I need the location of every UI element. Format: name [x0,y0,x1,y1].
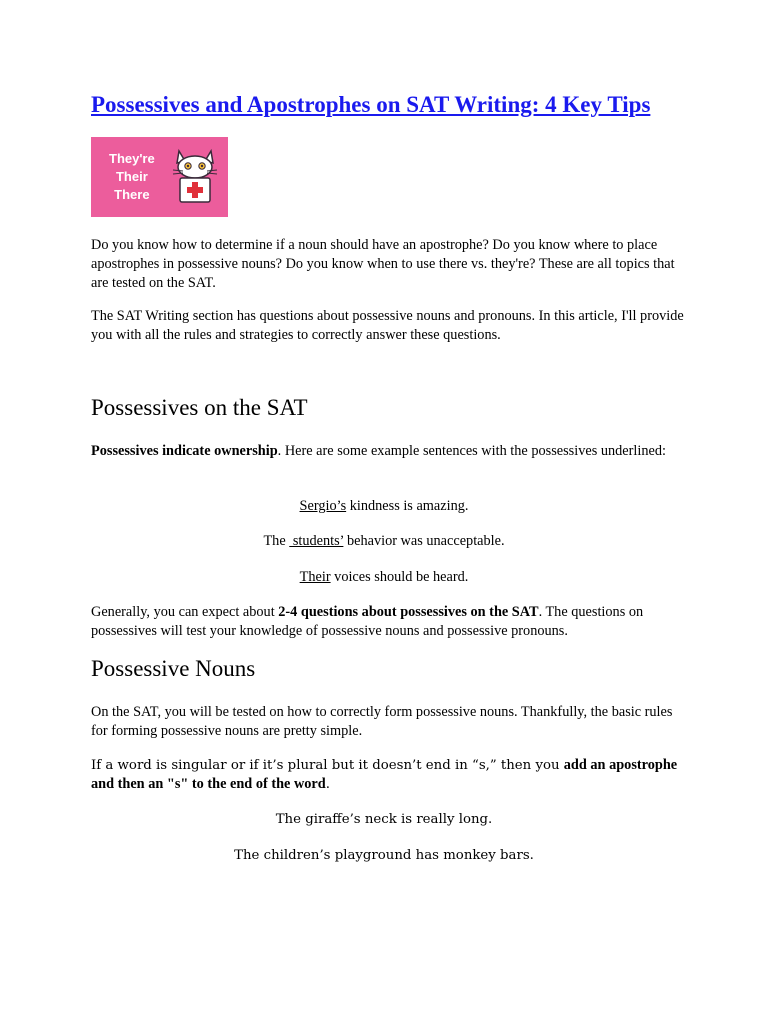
cat-with-first-aid-box-icon [171,147,221,205]
summary-paragraph [91,603,691,641]
rule-bold: add an apostrophe and then an "s" to the end of the word [91,757,678,792]
overview-paragraph: The SAT Writing section has questions about possessive nouns and pronouns. In this article, I'll provide you with all the rules and strategies to correctly answer these questions. [91,308,684,343]
rule-post: . [325,777,330,792]
noun-example-2: The children’s playground has monkey bars. [234,848,534,863]
noun-example-1: The giraffe’s neck is really long. [275,812,493,827]
rule-paragraph [91,756,691,794]
example-2-rest: behavior was unacceptable. [343,533,505,549]
banner-line-3: There [114,187,150,202]
banner-line-1: They're [109,151,155,166]
example-1-possessive: Sergio’s [299,498,347,514]
example-3-rest: voices should be heard. [330,569,469,585]
example-sentence-3 [0,568,768,587]
definition-rest: . Here are some example sentences with the possessives underlined: [277,443,666,459]
banner-line-2: Their [115,169,148,184]
example-2-pre: The [263,533,290,549]
rule-pre: If a word is singular or if it’s plural but it doesn’t end in “s,” then you [91,758,564,773]
banner-text [109,150,155,204]
example-3-possessive: Their [299,569,331,585]
theyre-their-there-banner [91,137,228,217]
example-sentence-2 [0,532,768,551]
section-heading-possessives: Possessives on the SAT [91,395,308,420]
example-sentence-1 [0,497,768,516]
summary-bold: 2-4 questions about possessives on the SAT [278,604,539,620]
definition-bold: Possessives indicate ownership [91,443,278,459]
definition-paragraph [91,442,691,461]
summary-post: . The questions on possessives will test your knowledge of possessive nouns and possessive pronouns. [91,604,644,639]
article-title-link[interactable]: Possessives and Apostrophes on SAT Writing: 4 Key Tips [91,92,651,117]
example-2-possessive: students’ [289,533,344,549]
possessive-nouns-intro: On the SAT, you will be tested on how to correctly form possessive nouns. Thankfully, the basic rules for forming possessive nouns are pretty simple. [91,704,673,739]
example-1-rest: kindness is amazing. [346,498,469,514]
section-heading-possessive-nouns: Possessive Nouns [91,656,256,681]
intro-paragraph: Do you know how to determine if a noun should have an apostrophe? Do you know where to place apostrophes in possessive nouns? Do you know when to use there vs. they're? These are all topics that are tested on the SAT. [91,237,675,291]
summary-pre: Generally, you can expect about [91,604,279,620]
